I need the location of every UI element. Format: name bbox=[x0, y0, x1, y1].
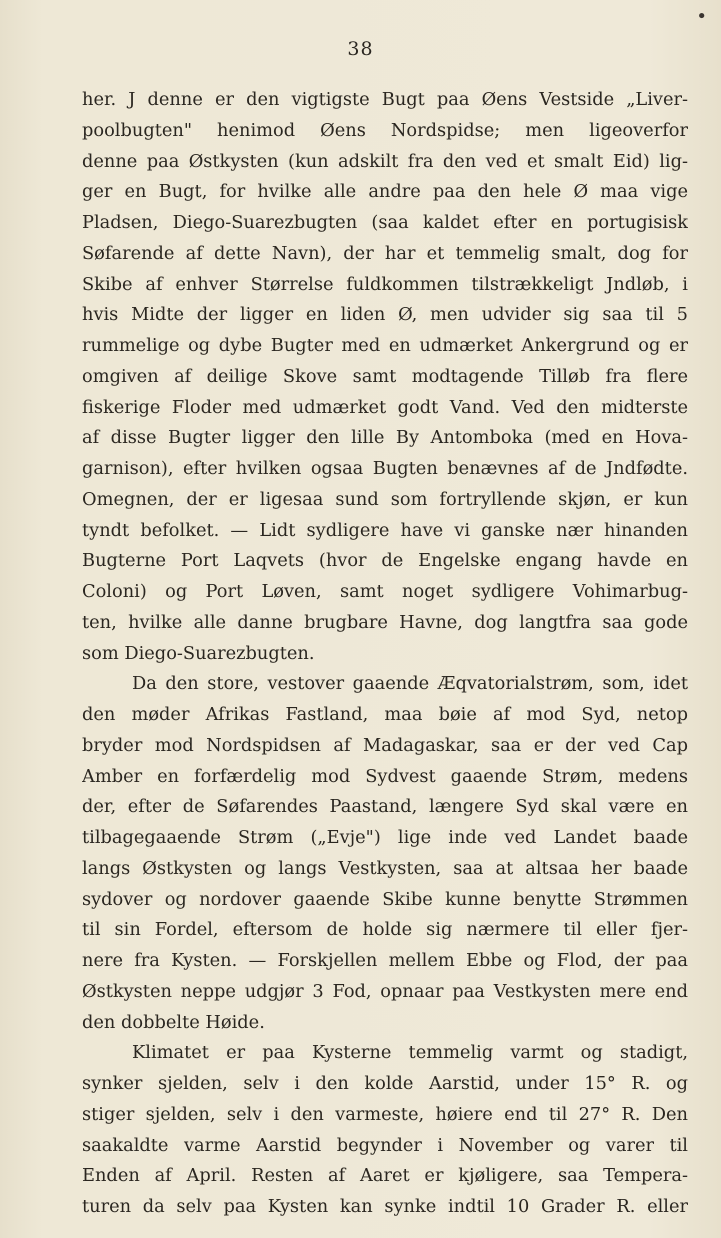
text-line: Østkysten neppe udgjør 3 Fod, opnaar paa Vestkysten mere end bbox=[82, 980, 688, 1002]
text-line: her. J denne er den vigtigste Bugt paa Øens Vestside „Liver- bbox=[82, 89, 688, 110]
text-line: Søfarende af dette Navn), der har et temmelig smalt, dog for bbox=[82, 242, 688, 264]
text-line: Amber en forfærdelig mod Sydvest gaaende Strøm, medens bbox=[82, 765, 688, 787]
page-number: 38 bbox=[347, 38, 374, 60]
text-line: garnison), efter hvilken ogsaa Bugten benævnes af de Jndfødte. bbox=[82, 458, 688, 479]
text-line: fiskerige Floder med udmærket godt Vand. Ved den midterste bbox=[82, 396, 688, 418]
text-line: der, efter de Søfarendes Paastand, længere Syd skal være en bbox=[82, 796, 688, 818]
text-line: turen da selv paa Kysten kan synke indtil 10 Grader R. eller bbox=[82, 1196, 688, 1217]
text-line: til sin Fordel, eftersom de holde sig nærmere til eller fjer- bbox=[82, 919, 688, 941]
text-line: saakaldte varme Aarstid begynder i November og varer til bbox=[82, 1134, 688, 1156]
text-line: som Diego-Suarezbugten. bbox=[82, 642, 315, 664]
text-line: Coloni) og Port Løven, samt noget sydligere Vohimarbug- bbox=[82, 581, 688, 602]
text-line: synker sjelden, selv i den kolde Aarstid, under 15° R. og bbox=[82, 1073, 688, 1094]
body-text bbox=[82, 85, 688, 1223]
text-line: Enden af April. Resten af Aaret er kjøligere, saa Tempera- bbox=[82, 1165, 688, 1187]
text-line: nere fra Kysten. — Forskjellen mellem Ebbe og Flod, der paa bbox=[82, 950, 688, 971]
text-line: ten, hvilke alle danne brugbare Havne, dog langtfra saa gode bbox=[82, 611, 688, 633]
text-line: den møder Afrikas Fastland, maa bøie af mod Syd, netop bbox=[82, 704, 688, 725]
text-line: omgiven af deilige Skove samt modtagende Tilløb fra flere bbox=[82, 365, 688, 387]
text-line: Omegnen, der er ligesaa sund som fortryllende skjøn, er kun bbox=[82, 488, 688, 510]
text-line: sydover og nordover gaaende Skibe kunne benytte Strømmen bbox=[82, 888, 688, 910]
text-line: hvis Midte der ligger en liden Ø, men udvider sig saa til 5 bbox=[82, 304, 688, 326]
corner-mark: • bbox=[696, 6, 707, 27]
text-line: ger en Bugt, for hvilke alle andre paa den hele Ø maa vige bbox=[82, 181, 688, 203]
text-line: langs Østkysten og langs Vestkysten, saa at altsaa her baade bbox=[82, 857, 688, 879]
text-line: stiger sjelden, selv i den varmeste, høiere end til 27° R. Den bbox=[82, 1103, 688, 1125]
text-line: af disse Bugter ligger den lille By Antomboka (med en Hova- bbox=[82, 427, 688, 449]
text-line: Klimatet er paa Kysterne temmelig varmt og stadigt, bbox=[132, 1042, 688, 1064]
text-line: Pladsen, Diego-Suarezbugten (saa kaldet efter en portugisisk bbox=[82, 212, 688, 233]
text-line: den dobbelte Høide. bbox=[82, 1011, 265, 1033]
text-line: tilbagegaaende Strøm („Evje") lige inde ved Landet baade bbox=[82, 827, 688, 848]
text-line: bryder mod Nordspidsen af Madagaskar, saa er der ved Cap bbox=[82, 734, 688, 756]
text-line: poolbugten" henimod Øens Nordspidse; men ligeoverfor bbox=[82, 119, 688, 141]
text-line: rummelige og dybe Bugter med en udmærket Ankergrund og er bbox=[82, 335, 688, 356]
text-line: Bugterne Port Laqvets (hvor de Engelske engang havde en bbox=[82, 550, 688, 572]
text-line: denne paa Østkysten (kun adskilt fra den ved et smalt Eid) lig- bbox=[82, 150, 688, 172]
text-line: tyndt befolket. — Lidt sydligere have vi ganske nær hinanden bbox=[82, 519, 688, 541]
text-line: Da den store, vestover gaaende Æqvatorialstrøm, som, idet bbox=[132, 673, 688, 695]
text-line: Skibe af enhver Størrelse fuldkommen tilstrækkeligt Jndløb, i bbox=[82, 273, 688, 295]
